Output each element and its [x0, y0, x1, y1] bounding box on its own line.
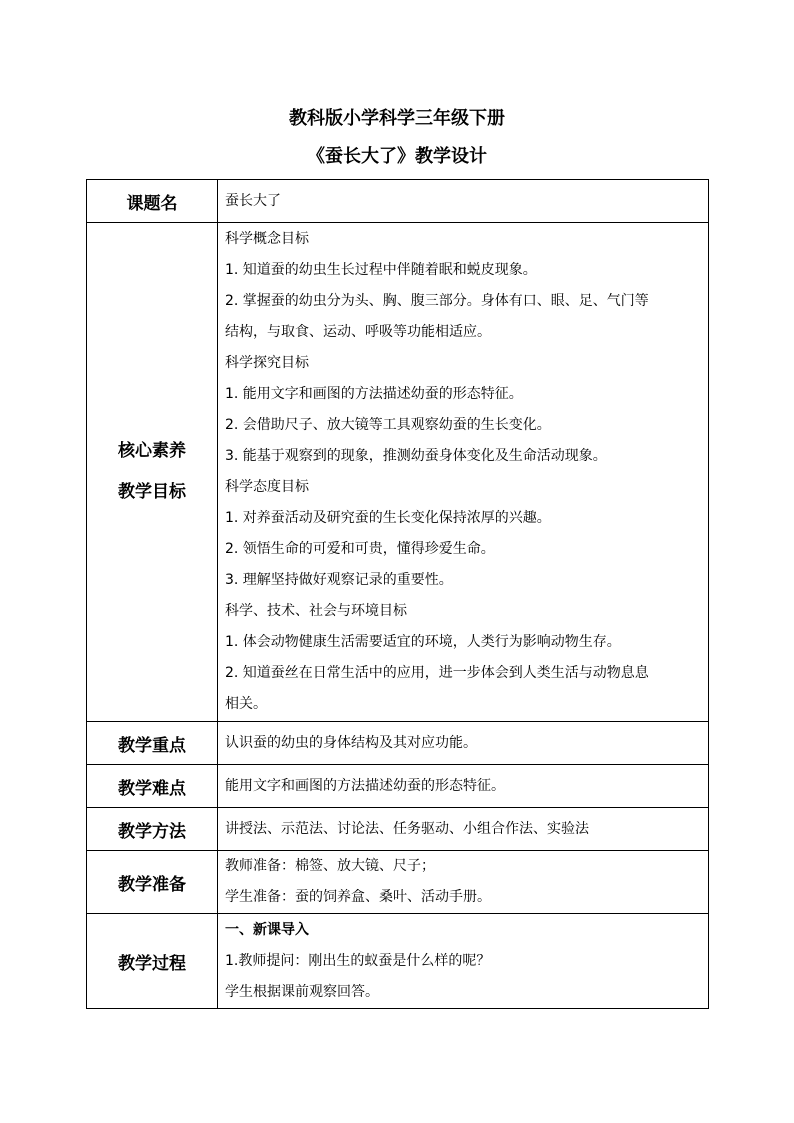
process-label: 教学过程 [87, 914, 218, 1009]
process-heading: 一、新课导入 [225, 921, 309, 938]
objective-item: 1. 能用文字和画图的方法描述幼蚕的形态特征。 [225, 386, 523, 402]
objective-item: 相关。 [225, 696, 267, 712]
objective-item: 2. 知道蚕丝在日常生活中的应用，进一步体会到人类生活与动物息息 [225, 665, 649, 681]
document-title: 教科版小学科学三年级下册 [289, 108, 505, 129]
row-objectives [87, 223, 709, 722]
objectives-label-line: 核心素养 [118, 441, 186, 461]
objective-item: 2. 领悟生命的可爱和可贵，懂得珍爱生命。 [225, 541, 495, 557]
topic-label: 课题名 [87, 180, 218, 223]
lesson-plan-table [86, 179, 709, 1009]
objective-item: 2. 会借助尺子、放大镜等工具观察幼蚕的生长变化。 [225, 417, 551, 433]
objective-heading: 科学、技术、社会与环境目标 [225, 603, 407, 619]
methods-label: 教学方法 [87, 808, 218, 851]
objectives-content [218, 223, 709, 722]
process-line: 1.教师提问：刚出生的蚁蚕是什么样的呢？ [225, 952, 491, 969]
key-points-value: 认识蚕的幼虫的身体结构及其对应功能。 [218, 722, 709, 765]
preparation-line: 教师准备：棉签、放大镜、尺子； [225, 858, 435, 874]
document-subtitle: 《蚕长大了》教学设计 [307, 146, 487, 167]
methods-value: 讲授法、示范法、讨论法、任务驱动、小组合作法、实验法 [218, 808, 709, 851]
objective-item: 结构，与取食、运动、呼吸等功能相适应。 [225, 324, 491, 340]
difficulties-label: 教学难点 [87, 765, 218, 808]
row-process [87, 914, 709, 1009]
difficulties-value: 能用文字和画图的方法描述幼蚕的形态特征。 [218, 765, 709, 808]
process-line: 学生根据课前观察回答。 [225, 983, 379, 1000]
process-content [218, 914, 709, 1009]
row-methods [87, 808, 709, 851]
row-topic [87, 180, 709, 223]
row-difficulties [87, 765, 709, 808]
row-preparation [87, 851, 709, 914]
objectives-label-line: 教学目标 [118, 482, 186, 502]
key-points-label: 教学重点 [87, 722, 218, 765]
preparation-line: 学生准备：蚕的饲养盒、桑叶、活动手册。 [225, 889, 491, 905]
objective-item: 3. 理解坚持做好观察记录的重要性。 [225, 572, 453, 588]
objective-heading: 科学探究目标 [225, 355, 309, 371]
objective-item: 1. 体会动物健康生活需要适宜的环境，人类行为影响动物生存。 [225, 634, 621, 650]
objective-item: 2. 掌握蚕的幼虫分为头、胸、腹三部分。身体有口、眼、足、气门等 [225, 293, 649, 309]
objectives-label [87, 223, 218, 722]
topic-value: 蚕长大了 [218, 180, 709, 223]
objective-item: 3. 能基于观察到的现象，推测幼蚕身体变化及生命活动现象。 [225, 448, 607, 464]
objective-heading: 科学态度目标 [225, 479, 309, 495]
preparation-label: 教学准备 [87, 851, 218, 914]
row-key-points [87, 722, 709, 765]
objective-item: 1. 知道蚕的幼虫生长过程中伴随着眠和蜕皮现象。 [225, 262, 537, 278]
objective-item: 1. 对养蚕活动及研究蚕的生长变化保持浓厚的兴趣。 [225, 510, 551, 526]
objective-heading: 科学概念目标 [225, 231, 309, 247]
preparation-content [218, 851, 709, 914]
